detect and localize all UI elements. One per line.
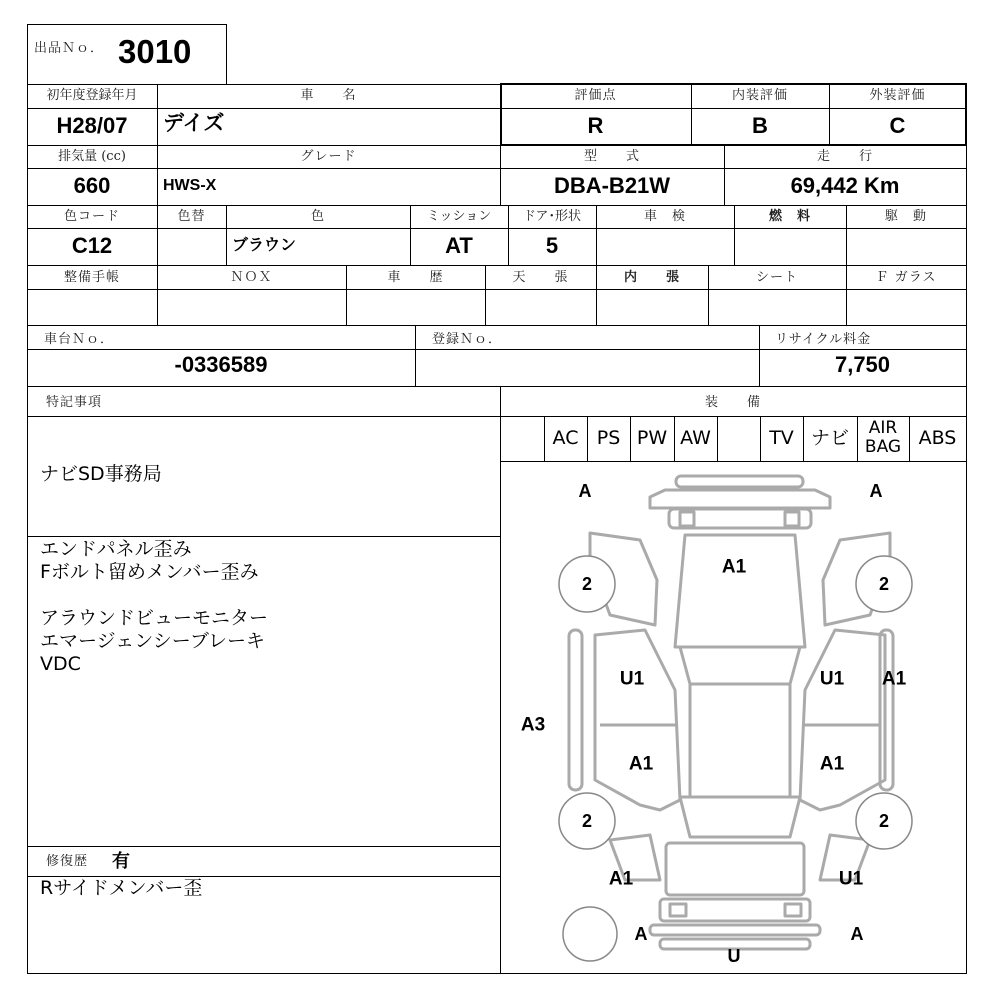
equipment-airbag: AIR BAG	[864, 418, 902, 457]
grade-value: HWS-X	[163, 177, 217, 194]
damage-mark: 2	[581, 574, 593, 594]
score-label: 評価点	[574, 88, 617, 103]
equipment-ps: PS	[596, 427, 621, 449]
lot-number: 3010	[118, 33, 192, 70]
equipment-navi: ナビ	[810, 427, 849, 449]
door-shape-label: ドア･形状	[522, 209, 582, 224]
interior-value: B	[752, 113, 768, 138]
lot-label: 出品Ｎｏ．	[34, 41, 105, 56]
equipment-aw: AW	[680, 427, 711, 449]
color-change-label: 色替	[177, 209, 206, 224]
damage-mark: 2	[581, 811, 593, 831]
interior-label: 内装評価	[731, 88, 788, 103]
damage-mark: U	[727, 946, 741, 966]
color-code-label: 色コード	[63, 209, 120, 224]
inspection-label: 車 検	[643, 209, 686, 224]
color-value: ブラウン	[232, 237, 297, 254]
color-label: 色	[310, 209, 325, 224]
equipment-ac: AC	[552, 427, 579, 449]
seat-label: シート	[755, 270, 798, 285]
damage-mark: U1	[619, 668, 645, 690]
equipment-label: 装 備	[704, 395, 761, 410]
notes-block-1: ナビSD事務局	[40, 463, 162, 485]
damage-mark: A1	[881, 668, 907, 690]
mission-label: ミッション	[426, 209, 492, 224]
exterior-value: C	[889, 113, 906, 138]
damage-mark: A	[850, 924, 864, 944]
car-name-label: 車 名	[300, 88, 357, 103]
grade-label: グレード	[300, 149, 357, 164]
fuel-label: 燃 料	[768, 209, 811, 224]
chassis-no-value: -0336589	[174, 352, 268, 377]
inner-lining-label: 内 張	[623, 270, 680, 285]
damage-mark: 2	[878, 574, 890, 594]
history-label: 車 歴	[387, 270, 444, 285]
damage-mark: 2	[878, 811, 890, 831]
displacement-label: 排気量 (cc)	[58, 149, 126, 164]
exterior-label: 外装評価	[869, 88, 926, 103]
recycle-fee-label: リサイクル料金	[775, 332, 872, 347]
mileage-value: 69,442 Km	[790, 173, 900, 198]
damage-mark: A1	[721, 556, 747, 578]
rear-bumper	[650, 899, 820, 949]
repair-history-value: 有	[112, 851, 130, 871]
equipment-abs: ABS	[918, 427, 957, 449]
damage-mark: U1	[819, 668, 845, 690]
front-bumper	[650, 476, 830, 528]
equipment-pw: PW	[636, 427, 668, 449]
damage-mark: A1	[628, 753, 654, 775]
damage-mark: A1	[819, 753, 845, 775]
mission-value: AT	[445, 233, 473, 258]
maint-book-label: 整備手帳	[63, 270, 120, 285]
equipment-tv: TV	[769, 427, 794, 449]
special-notes-label: 特記事項	[46, 395, 103, 410]
damage-mark: A	[578, 481, 592, 501]
first-reg-value: H28/07	[56, 113, 128, 138]
mileage-label: 走 行	[816, 149, 873, 164]
displacement-value: 660	[73, 173, 111, 198]
first-reg-label: 初年度登録年月	[46, 88, 138, 103]
damage-mark: A	[634, 924, 648, 944]
damage-mark: U1	[838, 868, 864, 890]
damage-mark: A1	[608, 868, 634, 890]
model-label: 型 式	[583, 149, 640, 164]
car-name-value: デイズ	[163, 112, 225, 135]
color-code-value: C12	[71, 233, 113, 258]
nox-label: ＮＯＸ	[230, 270, 273, 285]
hood-and-cabin	[666, 535, 805, 895]
score-value: R	[587, 113, 604, 138]
recycle-fee-value: 7,750	[834, 352, 891, 377]
notes-repair: Rサイドメンバー歪	[40, 877, 203, 899]
repair-history-label: 修復歴	[46, 854, 89, 869]
drive-label: 駆 動	[884, 209, 927, 224]
notes-block-2: エンドパネル歪み Fボルト留めメンバー歪み アラウンドビューモニター エマージェンシーブレーキ VDC	[40, 538, 269, 675]
model-value: DBA-B21W	[553, 173, 671, 198]
reg-no-label: 登録Ｎｏ．	[432, 332, 503, 347]
damage-mark: A	[869, 481, 883, 501]
sunroof-label: 天 張	[512, 270, 569, 285]
door-shape-value: 5	[545, 233, 559, 258]
f-glass-label: Ｆ ガラス	[875, 270, 937, 285]
chassis-no-label: 車台Ｎｏ．	[44, 332, 115, 347]
damage-mark: A3	[520, 714, 546, 736]
